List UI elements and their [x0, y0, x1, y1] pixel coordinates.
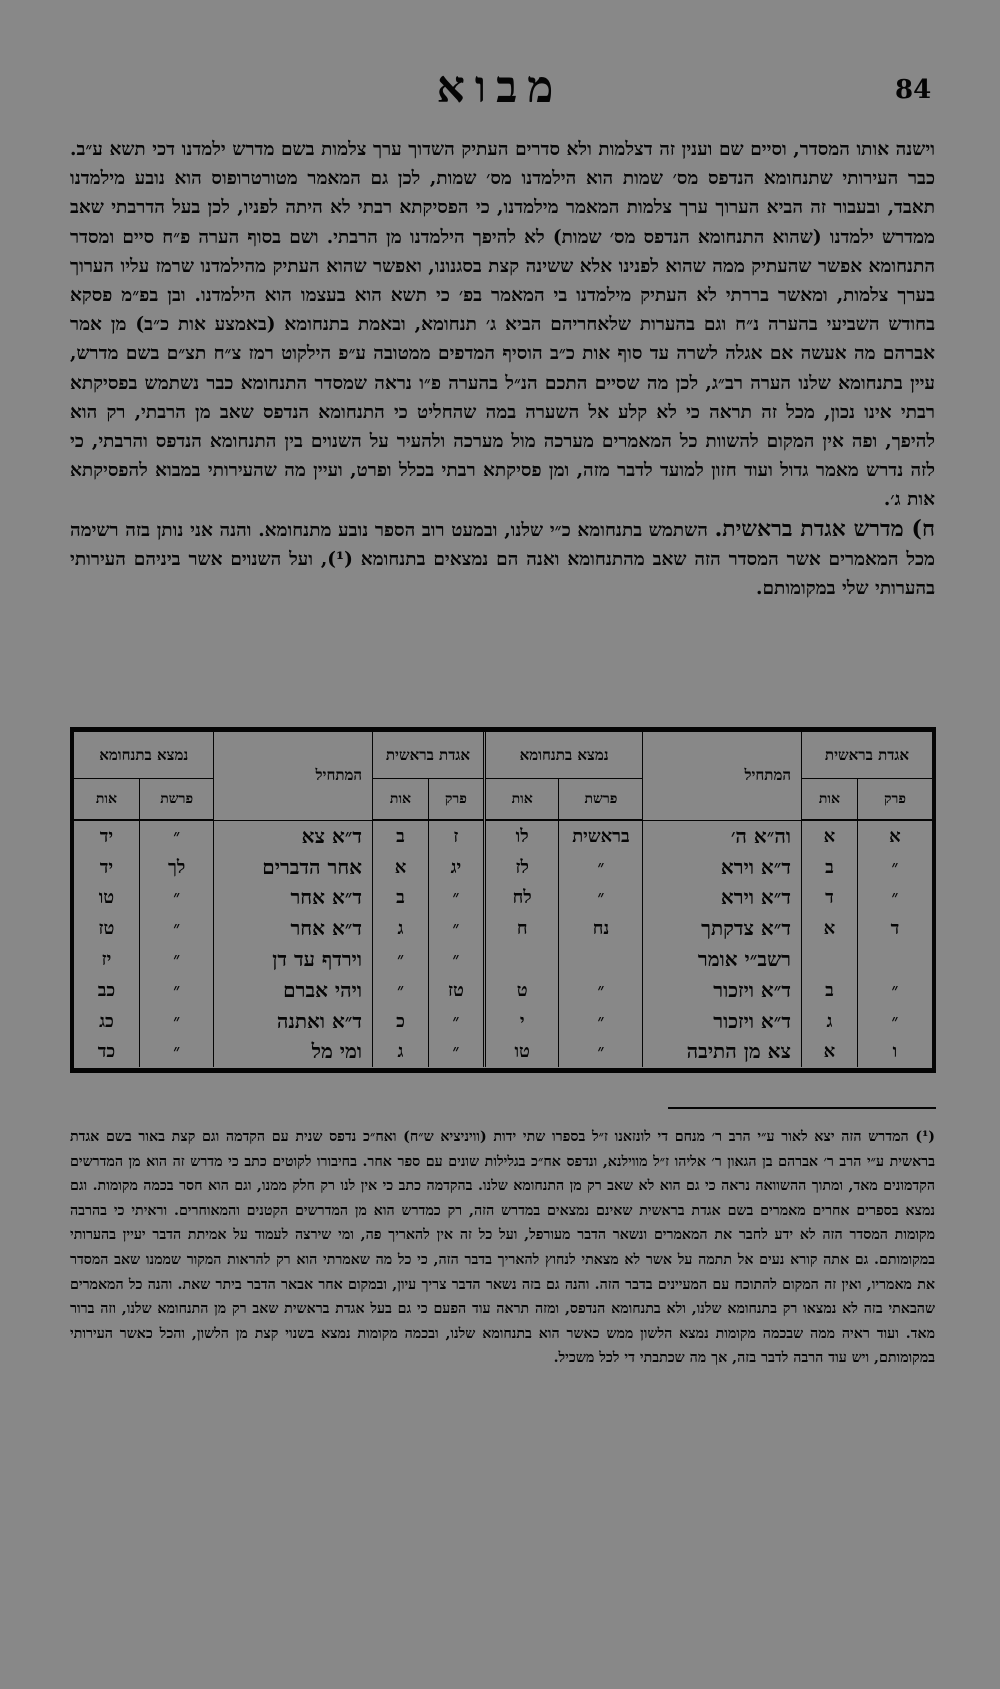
- cell: ״: [428, 913, 484, 944]
- cell: ״: [139, 944, 214, 975]
- cell: ״: [139, 820, 214, 852]
- cell: טו: [484, 1037, 559, 1068]
- section-text: השתמש בתנחומא כ״י שלנו, ובמעט רוב הספר נובע מתנחומא. והנה אני נותן בזה רשימה מכל המאמרים אשר המסדר הזה שאב מהתנחומא ואנה הם נמצאים בתנחומא (¹), ועל השנוים אשר ביניהם העירותי בהערותי שלי במקומותם.: [70, 519, 936, 600]
- cell: ב: [396, 825, 405, 847]
- cell: ד״א וירא: [643, 852, 802, 883]
- cell: לך: [139, 852, 214, 883]
- cell: ״: [559, 1006, 643, 1037]
- cell: ו: [857, 1037, 932, 1068]
- cell: כ: [396, 1010, 405, 1032]
- cell: ״: [559, 883, 643, 914]
- cell: ב: [825, 979, 834, 1001]
- header-ot-tanchuma-right: אות: [484, 779, 559, 821]
- footnotes: [70, 1125, 935, 1371]
- cell: ד״א אחר: [214, 883, 373, 914]
- page-title: מבוא: [436, 62, 564, 113]
- header-ot-tanchuma-left: אות: [74, 779, 139, 821]
- section-paragraph: [70, 515, 935, 604]
- cell: ״: [397, 949, 404, 971]
- cell: לח: [484, 883, 559, 914]
- cell: ״: [857, 883, 932, 914]
- concordance-table: [74, 732, 932, 1067]
- header-tanchuma-left: נמצא בתנחומא: [74, 732, 214, 779]
- header-perek-right: פרק: [857, 779, 932, 821]
- header-agadat-left: אגדת בראשית: [373, 732, 485, 779]
- cell: ״: [428, 1037, 484, 1068]
- cell: ״: [139, 913, 214, 944]
- header-agadat-right: אגדת בראשית: [801, 732, 932, 779]
- header-parasha-left: פרשת: [139, 779, 214, 821]
- cell: לו: [484, 820, 559, 852]
- cell: יד: [99, 856, 114, 878]
- cell: יז: [101, 949, 112, 971]
- table-row: [74, 883, 932, 914]
- cell: ד״א אחר: [214, 913, 373, 944]
- cell: ד: [825, 887, 834, 909]
- header-incipit-left: המתחיל: [214, 732, 373, 820]
- cell: י: [484, 1006, 559, 1037]
- cell: וירדף עד דן: [214, 944, 373, 975]
- cell: כג: [99, 1010, 114, 1032]
- header-perek-left: פרק: [428, 779, 484, 821]
- cell: א: [394, 856, 407, 878]
- cell: כד: [97, 1041, 116, 1063]
- cell: ״: [857, 1006, 932, 1037]
- cell: ד: [857, 913, 932, 944]
- cell: כב: [97, 979, 116, 1001]
- cell: טז: [428, 975, 484, 1006]
- cell: ד״א צא: [214, 820, 373, 852]
- body-text: [70, 135, 935, 603]
- cell: טו: [98, 887, 115, 909]
- cell: נח: [559, 913, 643, 944]
- table-row: [74, 1037, 932, 1068]
- page-number: 84: [895, 75, 932, 105]
- cell: בראשית: [559, 820, 643, 852]
- cell: צא מן התיבה: [643, 1037, 802, 1068]
- cell: ״: [139, 883, 214, 914]
- cell: ״: [857, 975, 932, 1006]
- cell: א: [857, 820, 932, 852]
- cell: רשב״י אומר: [643, 944, 802, 975]
- cell: ד״א וירא: [643, 883, 802, 914]
- paragraph-1: וישנה אותו המסדר, וסיים שם וענין זה דצלמות ולא סדרים העתיק השדוך ערך צלמות בשם מדרש ילמדנו דכי תשא ע״ב. כבר העירותי שתנחומא הנדפס מס׳ שמות הוא הילמדנו מס׳ שמות, לכן גם המאמר מטורטרופוס הוא נובע מילמדנו תאבד, ובעבור זה הביא הערוך ערך צלמות המאמר מילמדנו, כי הפסיקתא רבתי לא היתה לפניו, לכן בעל הדרבתי שאב ממדרש ילמדנו (שהוא התנחומא הנדפס מס׳ שמות) לא להיפך הילמדנו מן הרבתי. ושם בסוף הערה פ״ח סיים ומסדר התנחומא אפשר שהעתיק ממה שהוא לפנינו אלא ששינה קצת בסגנונו, ואפשר שהוא העתיק מהילמדנו שרמז עליו הערוך בערך צלמות, ומאשר בררתי לא העתיק מילמדנו בי המאמר בפ׳ כי תשא הוא בעצמו הוא הילמדנו. ובן בפ״מ פסקא בחודש השביעי בהערה נ״ח וגם בהערות שלאחריהם הביא ג׳ תנחומא, ובאמת בתנחומא (באמצע אות כ״ב) מן אמר אברהם מה אעשה אם אגלה לשרה עד סוף אות כ״ב הוסיף המדפים ממטובה ע״פ הילקוט רמז צ״ח תצ״ם בשם מדרש, עיין בתנחומא שלנו הערה רב״ג, לכן מה שסיים התכם הנ״ל בהערה פ״ו נראה שמסדר התנחומא כבר נשתמש בפסיקתא רבתי אינו נכון, מכל זה תראה כי לא קלע אל השערה במה שהחליט כי התנחומא הנדפס שאב מן הרבתי, רק הוא להיפך, ופה אין המקום להשוות כל המאמרים מערכה מול מערכה ולהעיר על השנוים בין התנחומא הנדפס והרבתי, כי לזה נדרש מאמר גדול ועוד חזון למועד לדבר מזה, ומן פסיקתא רבתי בכלל ופרט, ועיין מה שהעירותי במבוא להפסיקתא אות ג׳.: [70, 139, 935, 511]
- table-group-header-row: [74, 732, 932, 779]
- table-row: [74, 975, 932, 1006]
- table-row: [74, 852, 932, 883]
- cell: ז: [428, 820, 484, 852]
- header-tanchuma-right: נמצא בתנחומא: [484, 732, 643, 779]
- cell: ב: [396, 887, 405, 909]
- cell: ״: [428, 883, 484, 914]
- cell: וה״א ה׳: [643, 820, 802, 852]
- cell: ט: [484, 975, 559, 1006]
- cell: [484, 944, 559, 975]
- cell: [857, 944, 932, 975]
- header-ot-left: אות: [373, 779, 429, 821]
- table-column-header-row: [74, 779, 932, 821]
- cell: ״: [428, 1006, 484, 1037]
- table-row: [74, 1006, 932, 1037]
- cell: ״: [559, 1037, 643, 1068]
- table-row: [74, 913, 932, 944]
- cell: יג: [428, 852, 484, 883]
- cell: ג: [397, 1041, 404, 1063]
- cell: [559, 944, 643, 975]
- cell: א: [823, 1041, 836, 1063]
- footnote-1: (¹) המדרש הזה יצא לאור ע״י הרב ר׳ מנחם די לונזאנו ז״ל בספרו שתי ידות (וויניציא ש״ח) ואח״כ נדפס שנית עם הקדמה וגם קצת באור בשם אגדת בראשית ע״י הרב ר׳ אברהם בן הגאון ר׳ אליהו ז״ל מווילנא, ונדפס אח״כ בגלילות שונים עם ספר אחר. בחיבורו לקוטים כתב כי מדרש זה הוא מן המדרשים הקדמונים מאד, ומתוך ההשוואה נראה כי גם הוא לא שאב רק מן התנחומא שלנו. בהקדמה כתב כי אין לנו רק חלק ממנו, וגם הוא חסר בכמה מקומות. וגם נמצא בספרים אחרים מאמרים בשם אגדת בראשית שאינם נמצאים במדרש הזה, רק כמדרש הוא מן המדרשים הקטנים והמאוחרים. וראיתי כי בהרבה מקומות המסדר הזה לא ידע לחבר את המאמרים ונשאר הדבר מעורפל, ועל כל זה אין להאריך פה, ומי שירצה לעמוד על אמיתת הדבר יעיין בהערותי במקומותם. גם אתה קורא נעים אל תתמה על אשר לא מצאתי לנחוץ להאריך בדבר הזה, כי כל מה שאמרתי הוא רק להראות המקור שממנו שאב המסדר את מאמריו, ואין זה המקום להתוכח עם המעיינים בדבר הזה. והנה גם בזה נשאר הדבר צריך עיון, ובמקום אחר אבאר הדבר ביתר שאת. והנה כל המאמרים שהבאתי בזה לא נמצאו רק בתנחומא שלנו, ולא בתנחומא הנדפס, ומזה תראה עוד הפעם כי גם בעל אגדת בראשית שאב רק מן התנחומא שלנו, וזה ברור מאד. ועוד ראיה ממה שבכמה מקומות נמצא הלשון ממש כאשר הוא בתנחומא שלנו, ובכמה מקומות נמצא בשנוי קצת מן הלשון, והכל כאשר העירותי במקומותם, ויש עוד הרבה לדבר בזה, אך מה שכתבתי די לכל משכיל.: [70, 1129, 935, 1367]
- cell: טז: [98, 918, 115, 940]
- cell: ״: [428, 944, 484, 975]
- concordance-table-frame: [70, 727, 936, 1073]
- header-parasha-right: פרשת: [559, 779, 643, 821]
- cell: לז: [484, 852, 559, 883]
- cell: ויהי אברם: [214, 975, 373, 1006]
- cell: ג: [826, 1010, 833, 1032]
- cell: ח: [484, 913, 559, 944]
- cell: ״: [857, 852, 932, 883]
- cell: ב: [825, 856, 834, 878]
- header-ot-right: אות: [801, 779, 857, 821]
- cell: ״: [139, 1037, 214, 1068]
- cell: ד״א ויזכור: [643, 1006, 802, 1037]
- footnote-rule: [668, 1107, 936, 1109]
- table-row: [74, 820, 932, 852]
- cell: ד״א צדקתך: [643, 913, 802, 944]
- concordance-table-body: [74, 820, 932, 1067]
- cell: ״: [397, 979, 404, 1001]
- header-incipit-right: המתחיל: [643, 732, 802, 820]
- cell: ״: [139, 1006, 214, 1037]
- cell: ד״א ואתנה: [214, 1006, 373, 1037]
- cell: ״: [559, 975, 643, 1006]
- cell: א: [823, 825, 836, 847]
- cell: ״: [559, 852, 643, 883]
- section-heading: ח) מדרש אגדת בראשית.: [714, 515, 935, 542]
- cell: יד: [99, 825, 114, 847]
- cell: [801, 944, 857, 975]
- cell: ד״א ויזכור: [643, 975, 802, 1006]
- cell: אחר הדברים: [214, 852, 373, 883]
- cell: ג: [397, 918, 404, 940]
- cell: א: [823, 918, 836, 940]
- cell: ומי מל: [214, 1037, 373, 1068]
- table-row: [74, 944, 932, 975]
- cell: ״: [139, 975, 214, 1006]
